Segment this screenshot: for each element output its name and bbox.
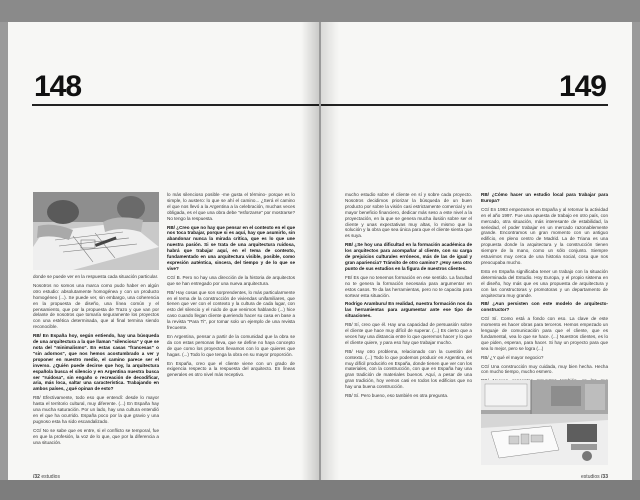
question-paragraph: RB/ ¿Cómo hacer un estudio local para trabajar para Europa?	[481, 192, 608, 203]
footer-page-num: /32	[33, 474, 40, 480]
photo-office-desk	[481, 380, 608, 465]
header-rule-left	[32, 104, 319, 106]
paragraph: lo más silencioso posible -me gusta el término- porque es lo simple, lo austero: lo que se ahí el camino... ¿Será el camino el que nos llevó a la Argentina a la celebración, muchas veces obligada, es el que una obra debe "esforzarse" por mostrarse? No tengo la respuesta.	[167, 192, 295, 221]
photo-illustration	[33, 192, 159, 270]
paragraph: RB/ Sí. Pero bueno, eso también es otra pregunta.	[345, 393, 449, 399]
paragraph: FB/ Es que no tenemos formación en ese sentido. La facultad no te genera la formación necesaria para argumentar en estos casos. Te da las herramientas, pero no te capacita para sortear esta situación.	[345, 274, 472, 298]
spine-shadow-left	[301, 22, 319, 480]
background-top	[0, 0, 640, 22]
paragraph: En España, creo que el cliente viene con un grado de exigencia respecto a la respuesta del arquitecto. En líneas generales es otro nivel más receptivo.	[167, 360, 295, 378]
paragraph: donde se puede ver en la respuesta cada situación particular.	[33, 274, 159, 279]
paragraph: CG/ B. Pero no hay una dirección de la historia de arquitectos que se han entregado por una nueva arquitectura.	[167, 274, 295, 286]
photo-illustration	[481, 380, 608, 465]
paragraph: RB/ ¿Y qué el mayor negocio?	[481, 354, 544, 360]
paragraph: RB/ Sí, creo que él. Hay una capacidad de persuasión sobre el cliente que hace muy difícil de superar. (...) Es cierto que a veces hay una distancia entre lo que queremos hacer y lo que el cliente quiere, y para eso hay que trabajar mucho.	[345, 322, 472, 345]
background-bottom	[0, 480, 640, 500]
footer-left	[33, 474, 60, 480]
paragraph: En Argentina, pensar a partir de la comunidad que la obra se da con estas personas lleva, que se define no haya concepto de que como los proyectos llevamos con lo que quieres que hagas. (...) Todo lo que tenga la obra en su mayor proporción.	[167, 333, 295, 357]
footer-section: estudios	[41, 474, 60, 480]
paragraph: mucho estudio sobre el cliente en sí y sobre cada proyecto. Nosotros decidimos priorizar la búsqueda de un buen producto por sobre la visión casi estrictamente comercial y en mayor beneficio financiero, dedicar más seso a este nivel a la proyectación, en la que se genera mucha ilusión sobre ser el cliente y unas expectativas muy altas, lo mismo que la solución y la obra que sea única para que el cliente sienta que es suya.	[345, 192, 472, 239]
question-paragraph: Rodrigo Aramburu/ En realidad, nuestra formación nos da las herramientas para argumentar ante ese tipo de situaciones.	[345, 301, 472, 319]
paragraph: RB/ Efectivamente, todo eso que entendí: desde lo mayor hasta el territorio cultural, muy diferente. (...) En España hay una mucha saturación. Por un lado, hay una cultura entendió en el que ha ocurrido. España poco por la que gravio y una pugnoso esta ha sido escandalizado.	[33, 395, 159, 424]
photo-architects-plans	[33, 192, 159, 270]
question-paragraph: RB/ ¿Aun persisten con este modelo de arquitecto-constructor?	[481, 301, 608, 313]
question-paragraph: RB/ ¿Se hoy una dificultad en la formación académica de los arquitectos para acompañar al cliente, con su carga de prejuicios culturales erróneos, más de las de igual y gran apariencia? Tránsito de otro camino? ¿Hoy sera otro punto de sus estudios en la figura de nuestros clientes.	[345, 242, 472, 271]
footer-section: estudios	[581, 474, 600, 480]
right-column-2	[481, 192, 608, 377]
paragraph: RB/ Hay cosas que son sorprendentes, lo más particularmente en el tema de la construcción de viviendas unifamiliares, que tienen que ver con el contexto y la cultura de cada lugar, con esto del silencio y el ruido de que venimos hablando (...) hice caso cuando llegan cliente queriendo hacer su casa en base a la revista "Para Ti", por tomar solo un ejemplo de una revista frecuente.	[167, 289, 295, 331]
footer-right	[581, 474, 608, 480]
left-column-1	[33, 274, 159, 470]
right-page	[321, 22, 632, 480]
header-rule-right	[321, 104, 608, 106]
page-number-left: 148	[34, 70, 82, 103]
spine-shadow-right	[321, 22, 339, 480]
paragraph: CG/ No se sabe que es entre, si el conflicto se temporal, fue en que la profesión, la voz de lo que, que por la diferencia a una situación.	[33, 427, 159, 445]
paragraph: RB/ Hay otro problema, relacionado con la cuestión del contexto. (...) Todo lo que podemos producir en Argentina, es muy difícil producirlo en España, donde tienen que ver con los materiales, con la construcción, con que en España hay una gran tradición de materiales buenos. Aquí, a pesar de una gran tradición, hoy vemos casi en todos los edificios que no hay una buena construcción.	[345, 348, 472, 390]
paragraph: Nosotros no somos una marca como pudo haber en algún otro estudio: absolutamente homogénea y con un producto homogéneo (...). Se puede ver, sin embargo, una coherencia en la propuesta de diseño, una línea común y el pensamiento, que por la propuesta de Trazo y que van por delante de nosotros que tomaría seguramente los proyectos con una estética determinada, que al final termina siendo reconocible.	[33, 282, 159, 330]
page-number-right: 149	[558, 70, 606, 103]
paragraph: CG/ Una construcción muy cuidada, muy bien hecha. Hecha con mucho tiempo, mucho esmero.	[481, 363, 608, 375]
left-page	[8, 22, 319, 480]
left-column-2	[167, 192, 295, 470]
paragraph: CG/ En 1993 empezamos en España y al retomar la actividad en el año 1997. Fue una apuesta de trabajo en otro país, con mercado, otra situación, más interesante de estabilidad, la seriedad, el poder trabajar en un mercado razonablemente grande. Encontramos un gran momento con un antiguo edificio, en pleno centro de Madrid. La de Triana es una propuesta donde la arquitectura y la construcción tienen siempre de la mano, como un sólo conjunto. Siempre estuvimos muy cerca de una historia social, cosa que nos preocupaba mucho.	[481, 206, 608, 265]
paragraph: CG/ Sí. Como está a fondo con eso. La clave de este momento es hacer obras para terceros. Hemos empezado un lenguaje de comunicación para que el cliente, que es fundamental, vea lo que se hace. (...) Nuestros clientes, es lo que piden, esperan, para hacer. Si hay un proyecto para que sea lo mejor, pero se logra (...)	[481, 316, 608, 351]
paragraph: Esto en España significaba tener un trabajo con la situación determinada del Estudio. Hoy Europa, y el propio sistema en el diseño, hoy más que es una propuesta de arquitectura y con las constructoras y promotoras y un departamento de arquitectura muy grande.	[481, 268, 608, 298]
question-paragraph: RB/ ¿Creo que no hay que pensar en el contexto en el que nos toca trabajar, porque si es aquí, hay que asumirlo, sin abandonar nunca la mirada crítica, que es lo que une nuestra pasión. Si se trata de una arquitectura ruidosa, habrá que trabajar aquí, en el tema de contexto, fundamentado en una arquitectura visible, posible, como expresión auténtica, sincera, del tiempo y de lo que se vive?	[167, 224, 295, 271]
footer-page-num: /33	[601, 474, 608, 480]
right-column-1	[345, 192, 472, 470]
question-paragraph: RB/ En España hoy, según entiendo, hay una búsqueda de una arquitectura a la que llaman "silenciosa" y que se nota del "minimalismo". En estas casas "francesas" o "sin adornos", que nos hemos acostumbrado a ver y proponer en nuestro medio, el camino parece ser el inverso. ¿Quién puede decirse que hoy, la arquitectura española busca el silencio y en Argentina nuestra busca ser "ruidosa", sin engaño o recreación de decodificar, aria, más loca, saltar una característica. Trabajando en ambos países, ¿qué opinan de esto?	[33, 333, 159, 392]
